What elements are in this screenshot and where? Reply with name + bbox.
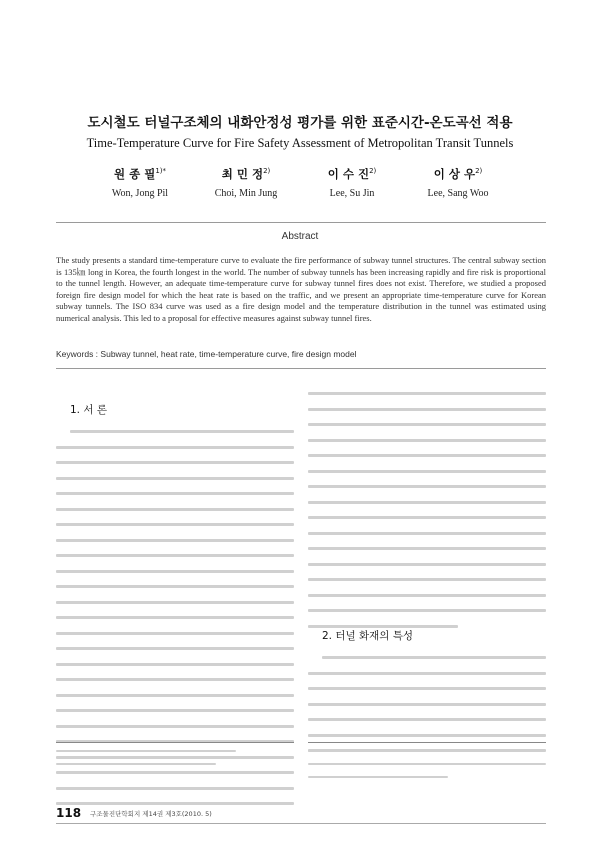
keywords-label: Keywords : xyxy=(56,349,99,359)
page-bottom-rule xyxy=(56,823,546,824)
section-2-heading: 2. 터널 화재의 특성 xyxy=(322,630,414,642)
author-1-affiliation-mark: 1)* xyxy=(155,167,167,176)
author-2-name-ko: 최 민 정 xyxy=(221,167,264,181)
keywords-text: Subway tunnel, heat rate, time-temperature curve, fire design model xyxy=(100,349,357,359)
author-1-name-en: Won, Jong Pil xyxy=(111,188,169,199)
section-1-heading: 1. 서 론 xyxy=(70,404,107,416)
author-1-name-ko: 원 종 필 xyxy=(113,167,156,181)
author-3-affiliation-mark: 2) xyxy=(369,167,377,176)
left-footnotes xyxy=(56,750,286,776)
journal-citation: 구조물진단학회지 제14권 제3호(2010. 5) xyxy=(90,810,212,818)
keywords-line xyxy=(56,349,546,359)
paper-title-english: Time-Temperature Curve for Fire Safety Assessment of Metropolitan Transit Tunnels xyxy=(86,136,514,150)
author-4 xyxy=(393,166,523,199)
author-3-name-ko: 이 수 진 xyxy=(327,167,370,181)
left-footnote-rule xyxy=(56,742,294,743)
section-1-body-right-column xyxy=(308,392,546,640)
abstract-bottom-rule xyxy=(56,368,546,369)
author-2-affiliation-mark: 2) xyxy=(263,167,271,176)
abstract-heading: Abstract xyxy=(281,231,319,242)
abstract-text: The study presents a standard time-temperature curve to evaluate the fire performance of subway tunnel structures. The central subway section is 135㎞ long in Korea, the fourth longest in the world. The number of subway tunnels has been increasing rapidly and fire risk is proportional to the tunnel length. However, an adequate time-temperature curve for subway tunnel fires does not exist. Therefore, we studied a proposed foreign fire design model for which the heat rate is based on the traffic, and we present an appropriate time-temperature curve for Korean subway tunnels. The ISO 834 curve was used as a fire design model and the temperature distribution in the tunnel was estimated using numerical analysis. This led to a proposal for effective measures against subway tunnel fires. xyxy=(56,255,546,323)
author-2-name-en: Choi, Min Jung xyxy=(214,188,278,199)
section-2-body xyxy=(308,656,546,765)
right-footnotes xyxy=(308,750,546,789)
author-4-name-en: Lee, Sang Woo xyxy=(427,188,489,199)
page-number: 118 xyxy=(56,806,82,820)
author-3-name-en: Lee, Su Jin xyxy=(329,188,375,199)
paper-title-korean: 도시철도 터널구조체의 내화안정성 평가를 위한 표준시간-온도곡선 적용 xyxy=(87,115,513,131)
author-4-name-ko: 이 상 우 xyxy=(433,167,476,181)
abstract-top-rule xyxy=(56,222,546,223)
author-4-affiliation-mark: 2) xyxy=(475,167,483,176)
right-footnote-rule xyxy=(308,742,546,743)
